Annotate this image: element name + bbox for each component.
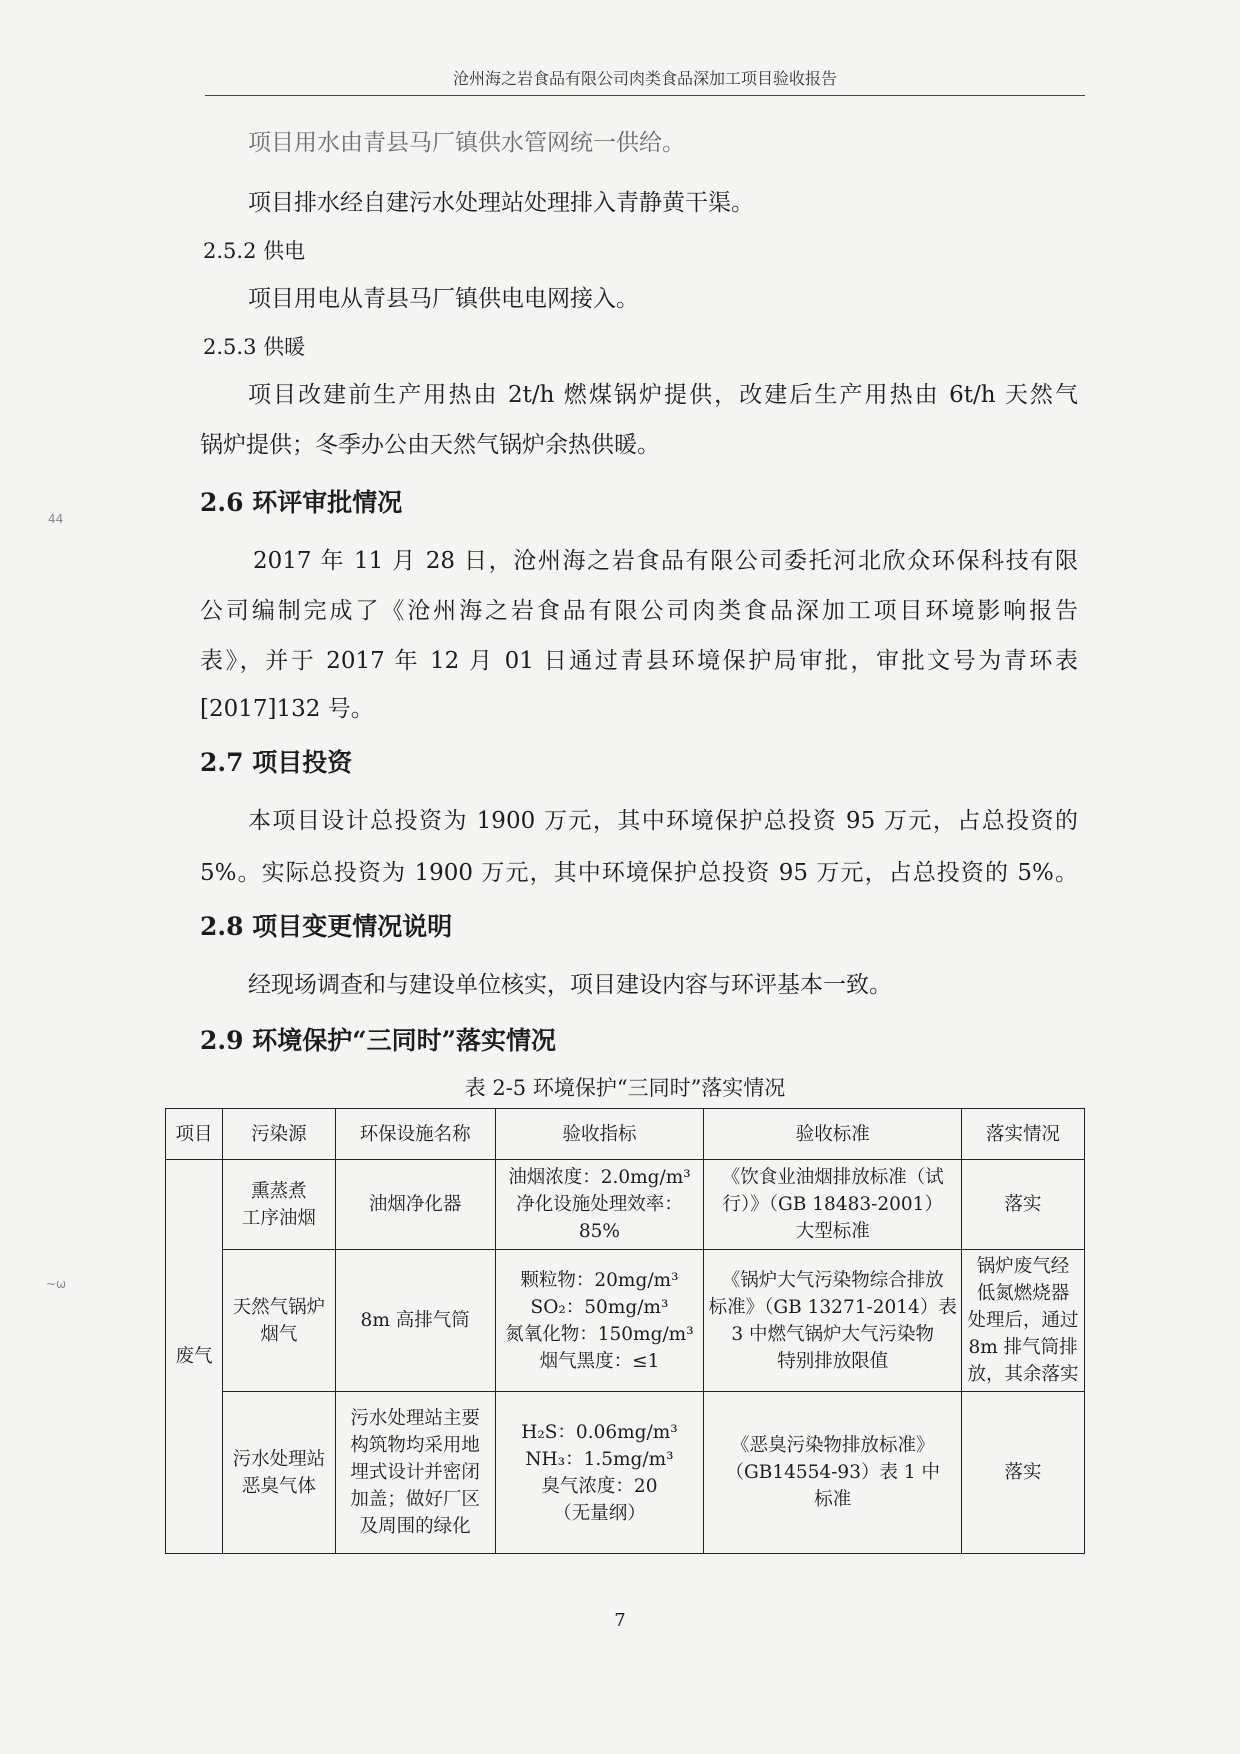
header-cell-status: 落实情况	[962, 1109, 1085, 1160]
section-2-6-line4: [2017]132 号。	[200, 696, 374, 722]
header-cell-standard: 验收标准	[704, 1109, 962, 1160]
section-2-7-title: 2.7 项目投资	[200, 748, 353, 777]
section-2-5-2-title: 2.5.2 供电	[203, 239, 306, 263]
table-row	[166, 1160, 1085, 1250]
running-header: 沧州海之岩食品有限公司肉类食品深加工项目验收报告	[205, 66, 1085, 96]
section-2-5-2-body: 项目用电从青县马厂镇供电电网接入。	[248, 286, 639, 312]
section-2-8-title: 2.8 项目变更情况说明	[200, 912, 453, 941]
table-header-row	[166, 1109, 1085, 1160]
table-row	[166, 1392, 1085, 1554]
section-2-5-3-line1: 项目改建前生产用热由 2t/h 燃煤锅炉提供，改建后生产用热由 6t/h 天然气	[248, 382, 1078, 408]
facility-cell: 油烟净化器	[335, 1160, 495, 1250]
drainage-text: 项目排水经自建污水处理站处理排入青静黄干渠。	[248, 190, 754, 216]
header-cell-indicator: 验收指标	[495, 1109, 704, 1160]
section-2-7-line2: 5%。实际总投资为 1900 万元，其中环境保护总投资 95 万元，占总投资的 5%。	[200, 860, 1078, 886]
three-simultaneities-table	[165, 1108, 1085, 1554]
indicator-cell: 颗粒物：20mg/m³ SO₂：50mg/m³ 氮氧化物：150mg/m³ 烟气黑度：≤1	[495, 1250, 704, 1392]
header-cell-facility: 环保设施名称	[335, 1109, 495, 1160]
status-cell: 落实	[962, 1392, 1085, 1554]
source-cell: 污水处理站 恶臭气体	[222, 1392, 335, 1554]
table-row	[166, 1250, 1085, 1392]
source-cell: 天然气锅炉 烟气	[222, 1250, 335, 1392]
standard-cell: 《饮食业油烟排放标准（试 行）》（GB 18483-2001） 大型标准	[704, 1160, 962, 1250]
status-cell: 落实	[962, 1160, 1085, 1250]
water-supply-text: 项目用水由青县马厂镇供水管网统一供给。	[248, 130, 685, 156]
margin-mark: ~ω	[46, 1277, 67, 1291]
facility-cell: 污水处理站主要 构筑物均采用地 埋式设计并密闭 加盖；做好厂区 及周围的绿化	[335, 1392, 495, 1554]
source-cell: 熏蒸煮 工序油烟	[222, 1160, 335, 1250]
header-cell-source: 污染源	[222, 1109, 335, 1160]
standard-cell: 《恶臭污染物排放标准》 （GB14554-93）表 1 中 标准	[704, 1392, 962, 1554]
section-2-9-title: 2.9 环境保护“三同时”落实情况	[200, 1026, 556, 1055]
facility-cell: 8m 高排气筒	[335, 1250, 495, 1392]
section-2-6-line3: 表》，并于 2017 年 12 月 01 日通过青县环境保护局审批，审批文号为青环表	[200, 648, 1078, 674]
table-caption: 表 2-5 环境保护“三同时”落实情况	[464, 1076, 786, 1100]
section-2-6-line1: 2017 年 11 月 28 日，沧州海之岩食品有限公司委托河北欣众环保科技有限	[253, 548, 1078, 574]
margin-mark: 44	[48, 512, 64, 526]
page-number: 7	[614, 1610, 626, 1631]
section-2-5-3-line2: 锅炉提供；冬季办公由天然气锅炉余热供暖。	[200, 432, 660, 458]
category-cell: 废气	[166, 1160, 223, 1554]
header-cell-item: 项目	[166, 1109, 223, 1160]
indicator-cell: 油烟浓度：2.0mg/m³ 净化设施处理效率： 85%	[495, 1160, 704, 1250]
section-2-8-body: 经现场调查和与建设单位核实，项目建设内容与环评基本一致。	[248, 972, 892, 998]
section-2-6-line2: 公司编制完成了《沧州海之岩食品有限公司肉类食品深加工项目环境影响报告	[200, 598, 1078, 624]
standard-cell: 《锅炉大气污染物综合排放 标准》（GB 13271-2014）表 3 中燃气锅炉大气污染物 特别排放限值	[704, 1250, 962, 1392]
section-2-5-3-title: 2.5.3 供暖	[203, 335, 306, 359]
section-2-6-title: 2.6 环评审批情况	[200, 488, 403, 517]
indicator-cell: H₂S：0.06mg/m³ NH₃：1.5mg/m³ 臭气浓度：20 （无量纲）	[495, 1392, 704, 1554]
section-2-7-line1: 本项目设计总投资为 1900 万元，其中环境保护总投资 95 万元，占总投资的	[248, 808, 1078, 834]
status-cell: 锅炉废气经 低氮燃烧器 处理后，通过 8m 排气筒排 放，其余落实	[962, 1250, 1085, 1392]
